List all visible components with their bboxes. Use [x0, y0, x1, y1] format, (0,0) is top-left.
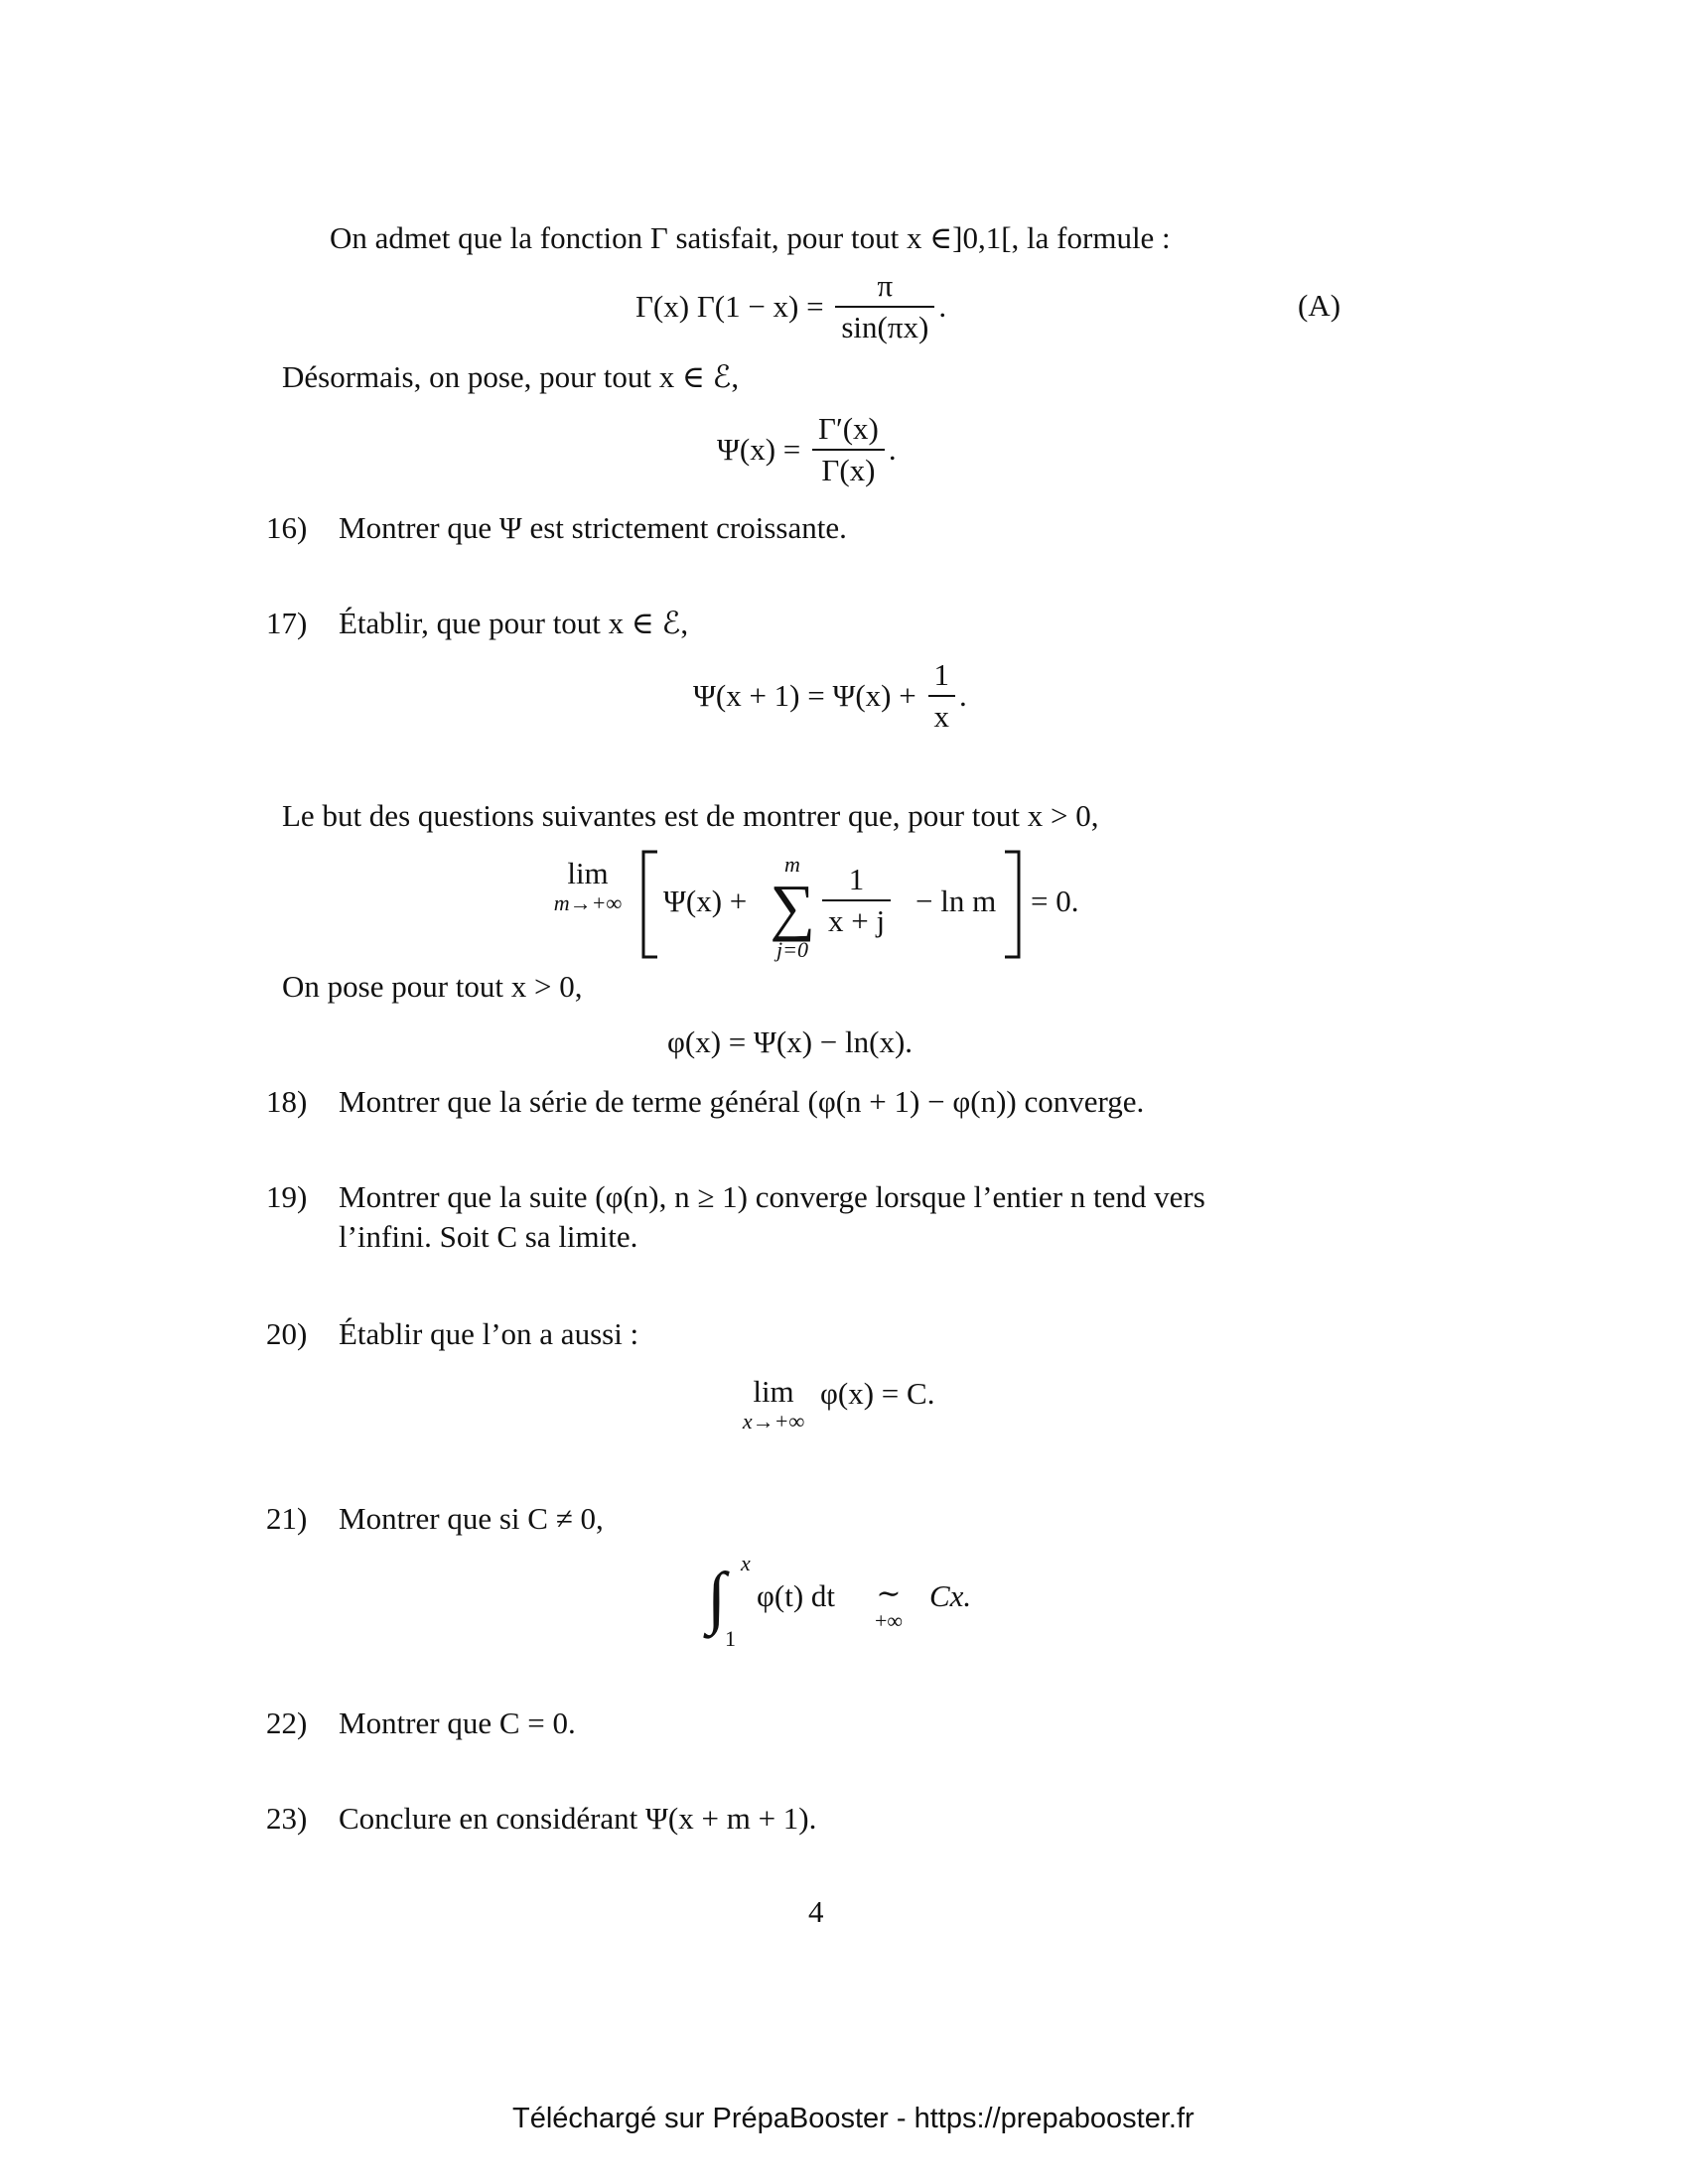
goal-limit-label: lim	[567, 856, 609, 890]
sum-lower: j=0	[776, 937, 808, 962]
question-text: Établir, que pour tout x ∈ ℰ,	[339, 606, 689, 640]
intro-line: On admet que la fonction Γ satisfait, pour tout x ∈]0,1[, la formule :	[330, 220, 1171, 255]
footer-credit: Téléchargé sur PrépaBooster - https://prepabooster.fr	[512, 2103, 1195, 2134]
question-number: 18)	[266, 1084, 308, 1119]
equivalent-symbol: ∼	[876, 1577, 902, 1610]
question-number: 16)	[266, 510, 308, 545]
q17-lhs: Ψ(x + 1) = Ψ(x) +	[693, 678, 916, 713]
goal-text: Le but des questions suivantes est de montrer que, pour tout x > 0,	[282, 798, 1099, 833]
goal-rhs: = 0.	[1031, 884, 1079, 918]
question-text: Montrer que Ψ est strictement croissante.	[339, 510, 847, 545]
question-number: 17)	[266, 606, 308, 640]
equivalent-sub: +∞	[874, 1608, 904, 1633]
question-text-line-2: l’infini. Soit C sa limite.	[339, 1219, 638, 1254]
q17-fraction	[928, 655, 956, 737]
question-text: Conclure en considérant Ψ(x + m + 1).	[339, 1801, 817, 1836]
integral-upper: x	[741, 1551, 751, 1575]
formula-a-numerator: π	[835, 266, 934, 308]
goal-minus-ln: − ln m	[915, 884, 997, 918]
goal-fraction	[822, 860, 891, 941]
q20-limit-label: lim	[753, 1374, 794, 1409]
question-number: 23)	[266, 1801, 308, 1836]
integral-sign: ∫	[707, 1560, 727, 1636]
q20-limit	[730, 1374, 817, 1433]
integrand: φ(t) dt	[757, 1578, 836, 1613]
q21-rhs: Cx.	[929, 1578, 972, 1613]
psi-denominator: Γ(x)	[821, 453, 876, 487]
formula-a: Γ(x) Γ(1 − x) = $\frac{\pi}{\sin(\pi x)}$ .	[635, 266, 946, 347]
question-text: Établir que l’on a aussi :	[339, 1316, 639, 1351]
goal-limit-sub: m→+∞	[553, 890, 623, 915]
formula-a-fraction	[835, 266, 934, 347]
psi-definition: Ψ(x) = $\frac{\Gamma'(x)}{\Gamma(x)}$ .	[717, 409, 897, 490]
q17-numerator: 1	[928, 655, 956, 697]
right-bracket	[1001, 850, 1025, 959]
sum-symbol: ∑	[770, 872, 815, 942]
goal-fraction-wrap	[818, 860, 895, 941]
q17-denominator: x	[933, 699, 949, 734]
question-number: 22)	[266, 1706, 308, 1740]
formula-a-tag: (A)	[1298, 288, 1341, 323]
q17-equation: Ψ(x + 1) = Ψ(x) + $\frac{1}{x}$ .	[693, 655, 967, 737]
q20-equation: φ(x) = C.	[820, 1376, 935, 1411]
summation	[765, 854, 820, 961]
intro-line-2: Désormais, on pose, pour tout x ∈ ℰ,	[282, 359, 740, 394]
integral	[703, 1549, 763, 1658]
goal-numerator: 1	[822, 860, 891, 901]
question-text: Montrer que si C ≠ 0,	[339, 1501, 604, 1536]
integral-lower: 1	[725, 1626, 736, 1651]
psi-lhs: Ψ(x) =	[717, 432, 801, 467]
question-number: 19)	[266, 1179, 308, 1214]
formula-a-lhs: Γ(x) Γ(1 − x) =	[635, 289, 824, 324]
formula-a-denominator: sin(πx)	[841, 310, 929, 344]
question-number: 21)	[266, 1501, 308, 1536]
goal-denominator: x + j	[828, 903, 886, 938]
question-number: 20)	[266, 1316, 308, 1351]
equivalent	[864, 1578, 914, 1632]
goal-limit	[548, 856, 628, 915]
q20-limit-sub: x→+∞	[742, 1409, 805, 1433]
phi-text: On pose pour tout x > 0,	[282, 969, 583, 1004]
page-number: 4	[808, 1894, 824, 1929]
goal-psi: Ψ(x) +	[663, 884, 748, 918]
question-text: Montrer que la série de terme général (φ(n + 1) − φ(n)) converge.	[339, 1084, 1145, 1119]
sum-upper: m	[784, 852, 800, 877]
question-text: Montrer que C = 0.	[339, 1706, 576, 1740]
phi-equation: φ(x) = Ψ(x) − ln(x).	[667, 1024, 914, 1059]
psi-numerator: Γ′(x)	[812, 409, 885, 451]
left-bracket	[637, 850, 661, 959]
psi-fraction	[812, 409, 885, 490]
question-text: Montrer que la suite (φ(n), n ≥ 1) converge lorsque l’entier n tend vers	[339, 1179, 1205, 1214]
